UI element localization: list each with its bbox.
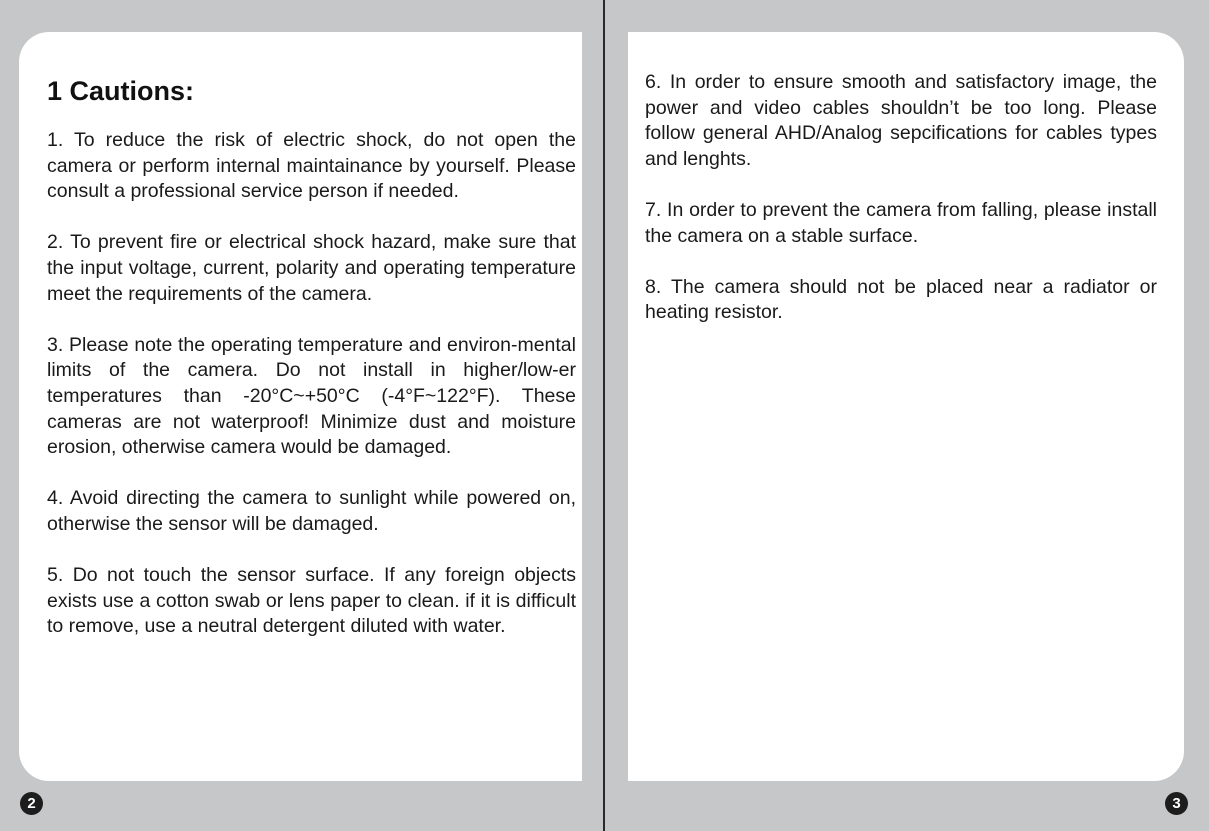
caution-paragraph-4: 4. Avoid directing the camera to sunlight while powered on, otherwise the sensor will be damaged. <box>47 487 576 535</box>
caution-paragraph-1: 1. To reduce the risk of electric shock, do not open the camera or perform internal maintainance by yourself. Please consult a professional service person if needed. <box>47 129 576 203</box>
section-heading: 1 Cautions: <box>47 76 195 106</box>
left-page <box>19 32 582 781</box>
book-spine <box>603 0 605 831</box>
caution-paragraph-8: 8. The camera should not be placed near a radiator or heating resistor. <box>645 275 1157 324</box>
caution-paragraph-2: 2. To prevent fire or electrical shock hazard, make sure that the input voltage, current, polarity and operating temperature meet the requirements of the camera. <box>47 231 576 305</box>
caution-paragraph-5: 5. Do not touch the sensor surface. If any foreign objects exists use a cotton swab or lens paper to clean. if it is difficult to remove, use a neutral detergent diluted with water. <box>47 564 576 638</box>
right-page <box>628 32 1184 781</box>
caution-paragraph-6: 6. In order to ensure smooth and satisfactory image, the power and video cables shouldn’t be too long. Please follow general AHD/Analog sepcifications for cables types and lenghts. <box>645 71 1157 170</box>
caution-paragraph-7: 7. In order to prevent the camera from falling, please install the camera on a stable surface. <box>645 198 1157 247</box>
page-number-left: 2 <box>20 792 43 815</box>
page-number-right: 3 <box>1165 792 1188 815</box>
caution-paragraph-3: 3. Please note the operating temperature and environ-mental limits of the camera. Do not install in higher/low-er temperatures than -20°C~+50°C (-4°F~122°F). These cameras are not waterproof! Minimize dust and moisture erosion, otherwise camera would be damaged. <box>47 333 576 459</box>
